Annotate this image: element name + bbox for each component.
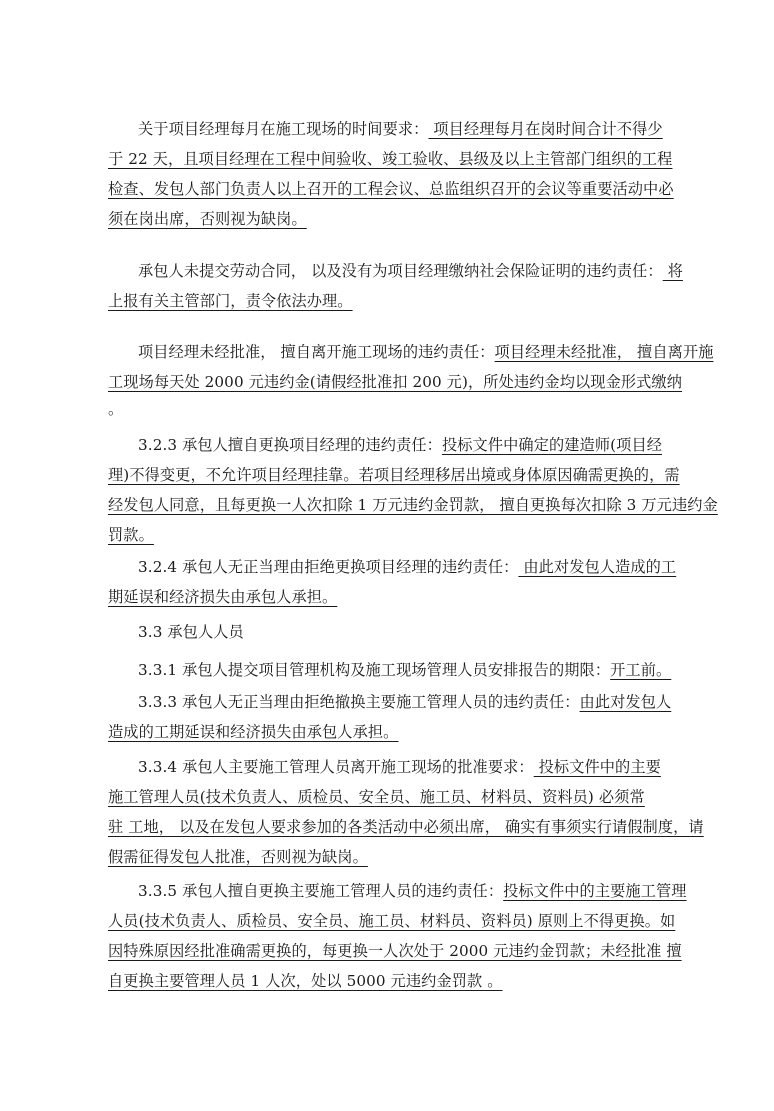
clause-answer: 由此对发包人造成的工: [518, 558, 677, 576]
clause-answer-line: 经发包人同意，且每更换一人次扣除 1 万元违约金罚款， 擅自更换每次扣除 3 万元违约金: [108, 496, 718, 514]
clause-answer: 投标文件中确定的建造师(项目经: [441, 436, 663, 454]
paragraph-pm-onsite-time: [108, 114, 698, 234]
clause-answer: 项目经理每月在岗时间合计不得少: [428, 120, 663, 138]
clause-answer-line: 罚款。: [108, 526, 154, 544]
clause-answer: 投标文件中的主要施工管理: [503, 882, 687, 900]
clause-label: 关于项目经理每月在施工现场的时间要求：: [138, 120, 429, 138]
paragraph-3-2-4: [108, 552, 698, 612]
clause-label: 项目经理未经批准， 擅自离开施工现场的违约责任：: [138, 343, 495, 361]
section-heading-3-3: [108, 617, 698, 647]
clause-answer-line: 检查、发包人部门负责人以上召开的工程会议、总监组织召开的会议等重要活动中必: [108, 180, 674, 198]
clause-answer: 将: [662, 262, 683, 280]
clause-answer-line: 期延误和经济损失由承包人承担。: [108, 588, 338, 606]
clause-answer-line: 人员(技术负责人、质检员、安全员、施工员、材料员、资料员) 原则上不得更换。如: [108, 912, 676, 930]
clause-label: 3.2.4 承包人无正当理由拒绝更换项目经理的违约责任：: [138, 558, 519, 576]
clause-answer: 开工前。: [610, 661, 672, 679]
clause-period: 。: [108, 400, 124, 418]
paragraph-3-3-4: [108, 752, 704, 872]
clause-answer-line: 上报有关主管部门，责令依法办理。: [108, 292, 353, 310]
clause-answer: 项目经理未经批准， 擅自离开施: [494, 343, 714, 361]
paragraph-3-3-3: [108, 687, 698, 747]
clause-answer-line: 须在岗出席，否则视为缺岗。: [108, 210, 307, 228]
clause-answer-line: 自更换主要管理人员 1 人次，处以 5000 元违约金罚款 。: [108, 972, 503, 990]
section-title: 3.3 承包人人员: [138, 623, 244, 641]
paragraph-3-2-3: [108, 430, 718, 550]
paragraph-3-3-1: [108, 655, 698, 685]
clause-label: 3.3.1 承包人提交项目管理机构及施工现场管理人员安排报告的期限：: [138, 661, 611, 679]
clause-answer-line: 工现场每天处 2000 元违约金(请假经批准扣 200 元)，所处违约金均以现金形式缴纳: [108, 373, 683, 391]
clause-answer-line: 于 22 天，且项目经理在工程中间验收、竣工验收、县级及以上主管部门组织的工程: [108, 150, 673, 168]
clause-answer: 投标文件中的主要: [533, 758, 661, 776]
clause-answer-line: 驻 工地， 以及在发包人要求参加的各类活动中必须出席， 确实有事须实行请假制度，请: [108, 818, 704, 836]
clause-label: 3.3.3 承包人无正当理由拒绝撤换主要施工管理人员的违约责任：: [138, 693, 580, 711]
clause-answer-line: 理)不得变更，不允许项目经理挂靠。若项目经理移居出境或身体原因确需更换的，需: [108, 466, 680, 484]
clause-label: 承包人未提交劳动合同， 以及没有为项目经理缴纳社会保险证明的违约责任：: [138, 262, 663, 280]
clause-label: 3.2.3 承包人擅自更换项目经理的违约责任：: [138, 436, 442, 454]
clause-answer: 由此对发包人: [579, 693, 672, 711]
clause-answer-line: 因特殊原因经批准确需更换的，每更换一人次处于 2000 元违约金罚款；未经批准 擅: [108, 942, 682, 960]
paragraph-3-3-5: [108, 876, 698, 996]
clause-answer-line: 造成的工期延误和经济损失由承包人承担。: [108, 723, 399, 741]
paragraph-labor-contract: [108, 256, 698, 316]
clause-label: 3.3.4 承包人主要施工管理人员离开施工现场的批准要求：: [138, 758, 534, 776]
clause-label: 3.3.5 承包人擅自更换主要施工管理人员的违约责任：: [138, 882, 504, 900]
paragraph-pm-leave: [108, 337, 714, 421]
clause-answer-line: 施工管理人员(技术负责人、质检员、安全员、施工员、材料员、资料员) 必须常: [108, 788, 645, 806]
clause-answer-line: 假需征得发包人批准，否则视为缺岗。: [108, 848, 368, 866]
